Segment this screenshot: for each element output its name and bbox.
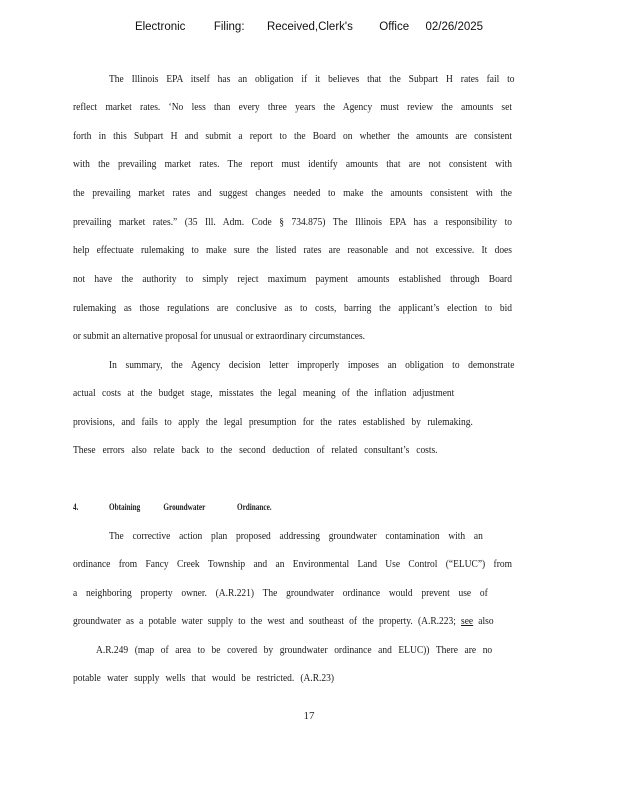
section-word-groundwater: Groundwater [163, 502, 206, 512]
body-line: provisions, and fails to apply the legal presumption for the rates established by rulemaking. [73, 417, 473, 428]
header-electronic: Electronic [134, 21, 186, 33]
line4-text: groundwater as a potable water supply to the west and southeast of the property. (A.R.223; [73, 616, 456, 627]
body-line: In summary, the Agency decision letter improperly imposes an obligation to demonstrate [109, 360, 515, 371]
body-line: a neighboring property owner. (A.R.221) The groundwater ordinance would prevent use of [73, 588, 488, 599]
body-line: with the prevailing market rates. The report must identify amounts that are not consistent with [73, 159, 512, 170]
header-filing: Filing: [213, 21, 245, 33]
body-line: reflect market rates. ‘No less than every three years the Agency must review the amounts set [73, 102, 512, 113]
section-number: 4. [73, 502, 79, 512]
header-date: 02/26/2025 [425, 21, 484, 33]
body-line: or submit an alternative proposal for unusual or extraordinary circumstances. [73, 331, 366, 342]
body-line: help effectuate rulemaking to make sure the listed rates are reasonable and not excessive. It does [73, 245, 512, 256]
body-line: the prevailing market rates and suggest changes needed to make the amounts consistent with the [73, 188, 512, 199]
filing-stamp-header [0, 21, 618, 33]
header-office: Office [379, 21, 410, 33]
body-line: The corrective action plan proposed addressing groundwater contamination with an [109, 531, 483, 542]
body-line [73, 615, 512, 629]
body-line: actual costs at the budget stage, misstates the legal meaning of the inflation adjustment [73, 388, 455, 399]
body-line: rulemaking as those regulations are conclusive as to costs, barring the applicant’s election to bid [73, 303, 512, 314]
line4-also: also [478, 616, 494, 627]
section-word-ordinance: Ordinance. [237, 502, 272, 512]
see-also-underlined: see [461, 616, 474, 627]
body-line: potable water supply wells that would be restricted. (A.R.23) [73, 673, 335, 684]
header-received: Received,Clerk's [266, 21, 353, 33]
body-line: forth in this Subpart H and submit a report to the Board on whether the amounts are consistent [73, 131, 512, 142]
body-line: The Illinois EPA itself has an obligation if it believes that the Subpart H rates fail to [109, 74, 515, 85]
section-word-obtaining: Obtaining [109, 502, 141, 512]
body-line: These errors also relate back to the second deduction of related consultant’s costs. [73, 445, 438, 456]
section-heading [73, 502, 272, 512]
page-number: 17 [303, 710, 315, 722]
body-line: prevailing market rates.” (35 Ill. Adm. Code § 734.875) The Illinois EPA has a responsibility to [73, 217, 512, 228]
body-line: ordinance from Fancy Creek Township and an Environmental Land Use Control (“ELUC”) from [73, 559, 512, 570]
body-line: not have the authority to simply reject maximum payment amounts established through Board [73, 274, 512, 285]
body-line: A.R.249 (map of area to be covered by groundwater ordinance and ELUC)) There are no [96, 645, 493, 656]
